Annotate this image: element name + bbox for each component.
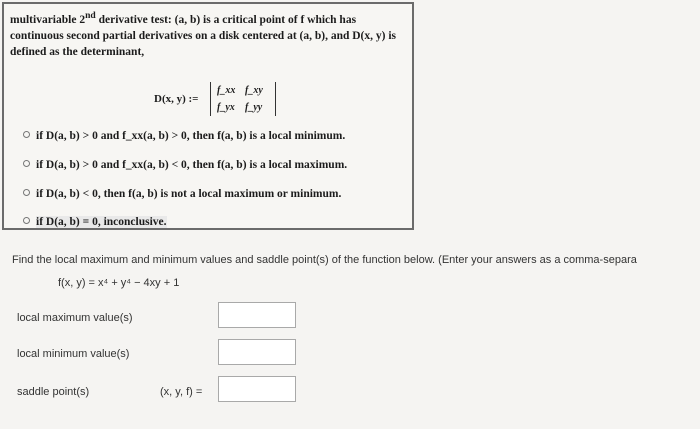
theorem-box [2,2,414,230]
condition-text: if D(a, b) > 0 and f_xx(a, b) < 0, then f(a, b) is a local maximum. [36,159,348,171]
condition-text: if D(a, b) < 0, then f(a, b) is not a local maximum or minimum. [36,188,342,200]
bullet-icon [23,189,30,196]
matrix-cell-fxy: f_xy [245,85,263,96]
function-definition: f(x, y) = x⁴ + y⁴ − 4xy + 1 [58,277,180,289]
condition-local-maximum [36,157,347,173]
theorem-intro-text: (a, b) is a critical point of f which has continuous second partial derivatives on a disk centered at (a, b), and D(x, y) is defined as the determinant, [10,13,397,58]
theorem-title: multivariable 2nd derivative test: [10,10,172,26]
local-min-input[interactable] [218,339,296,365]
theorem-intro [10,8,412,60]
condition-inconclusive [36,214,167,230]
saddle-prefix: (x, y, f) = [160,386,203,398]
question-prompt: Find the local maximum and minimum values and saddle point(s) of the function below. (Enter your answers as a comma-separa [12,254,637,266]
saddle-input[interactable] [218,376,296,402]
local-max-input[interactable] [218,302,296,328]
bullet-icon [23,160,30,167]
local-min-label: local minimum value(s) [17,348,130,360]
local-max-label: local maximum value(s) [17,312,133,324]
condition-local-minimum [36,128,345,144]
bullet-icon [23,131,30,138]
condition-text: if D(a, b) = 0, inconclusive. [36,216,167,228]
condition-text: if D(a, b) > 0 and f_xx(a, b) > 0, then f(a, b) is a local minimum. [36,130,346,142]
matrix-cell-fyy: f_yy [245,102,263,113]
matrix-cell-fyx: f_yx [217,102,235,113]
hessian-matrix [210,82,276,116]
matrix-cell-fxx: f_xx [217,85,236,96]
bullet-icon [23,217,30,224]
determinant-lhs: D(x, y) := [154,93,199,105]
condition-saddle [36,186,341,202]
saddle-label: saddle point(s) [17,386,90,398]
